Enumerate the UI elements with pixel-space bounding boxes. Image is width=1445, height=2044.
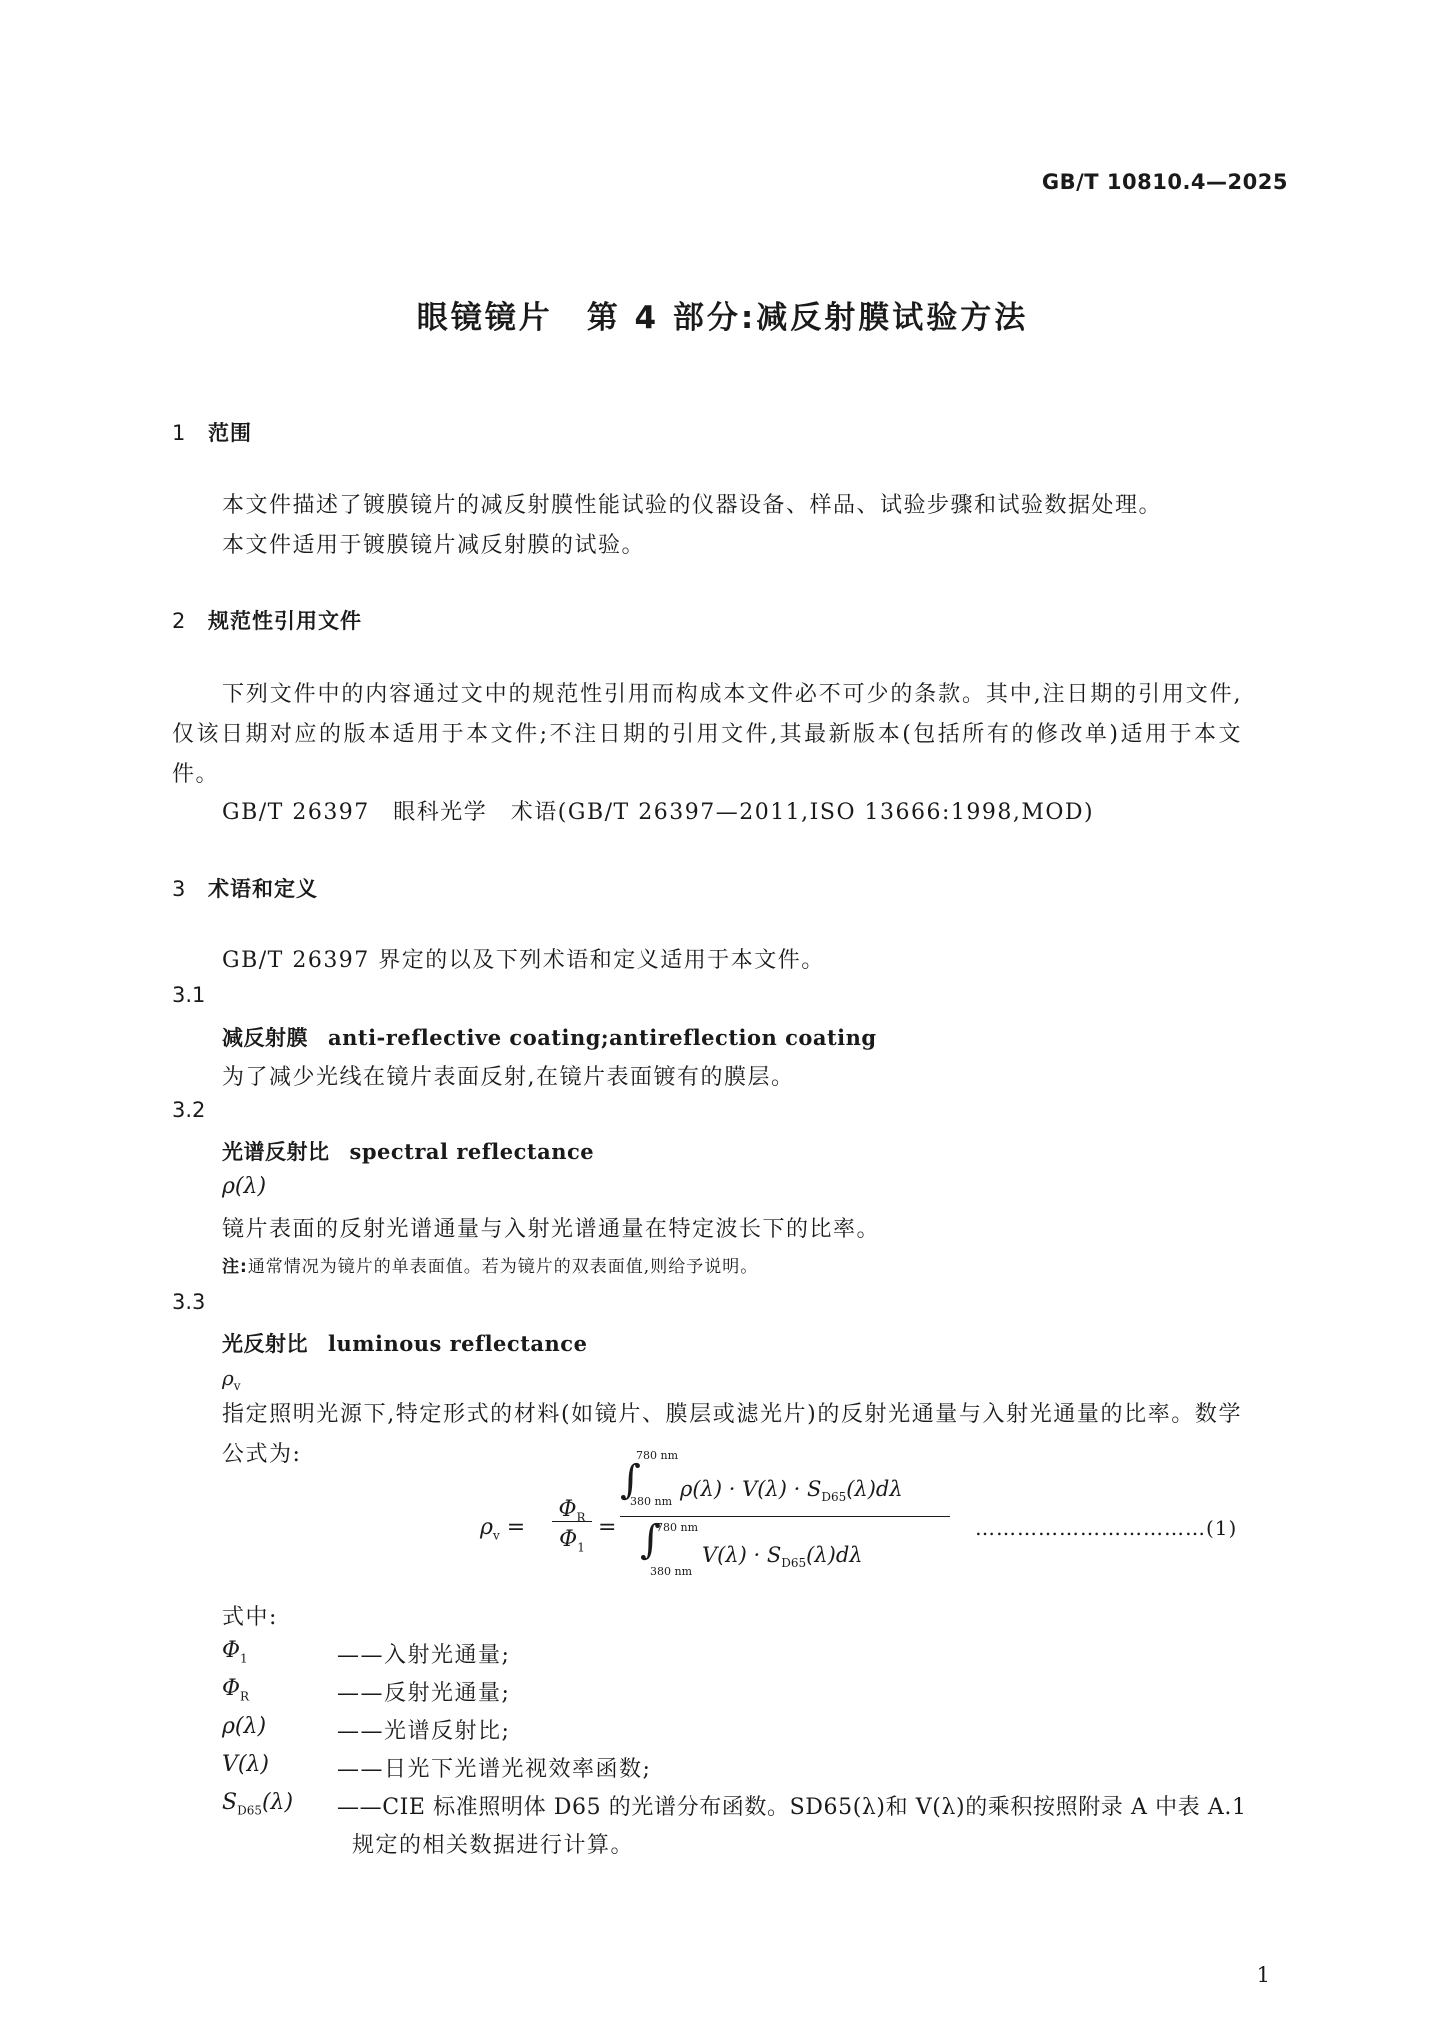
paragraph: 本文件适用于镀膜镜片减反射膜的试验。 xyxy=(222,533,646,558)
term-zh: 减反射膜 xyxy=(222,1026,308,1050)
note-label: 注: xyxy=(222,1257,248,1277)
legend-symbol: $\Phi_1$ xyxy=(222,1638,248,1666)
legend-description: ——反射光通量; xyxy=(337,1681,511,1706)
term-en: anti-reflective coating;antireflection coating xyxy=(328,1025,877,1050)
section-1-heading xyxy=(172,417,252,447)
fraction-bar xyxy=(552,1521,592,1522)
legend-intro: 式中: xyxy=(222,1605,278,1630)
main-fraction-bar xyxy=(620,1516,950,1517)
term-number: 3.2 xyxy=(172,1098,206,1122)
integral-lower: 380 nm xyxy=(650,1565,693,1578)
term-zh: 光谱反射比 xyxy=(222,1140,330,1164)
legend-item xyxy=(222,1638,1322,1668)
integral-upper: 780 nm xyxy=(636,1449,679,1462)
standard-number: GB/T 10810.4—2025 xyxy=(1041,170,1288,194)
term-definition: 为了减少光线在镜片表面反射,在镜片表面镀有的膜层。 xyxy=(222,1065,795,1090)
formula-frac-den: $\Phi_1$ xyxy=(559,1527,585,1555)
section-title: 范围 xyxy=(208,421,252,445)
section-title: 术语和定义 xyxy=(208,877,318,901)
paragraph: GB/T 26397 界定的以及下列术语和定义适用于本文件。 xyxy=(222,948,825,973)
term-definition: 镜片表面的反射光谱通量与入射光谱通量在特定波长下的比率。 xyxy=(222,1217,881,1242)
term-definition: 指定照明光源下,特定形式的材料(如镜片、膜层或滤光片)的反射光通量与入射光通量的比率。数学公式为: xyxy=(222,1402,1242,1467)
integral-lower: 380 nm xyxy=(630,1495,673,1508)
term-entry xyxy=(222,1328,587,1358)
note-text: 通常情况为镜片的单表面值。若为镜片的双表面值,则给予说明。 xyxy=(247,1257,759,1277)
section-2-heading xyxy=(172,605,362,635)
legend-symbol: ρ(λ) xyxy=(222,1714,267,1739)
formula-1 xyxy=(480,1449,1300,1585)
term-note xyxy=(222,1252,758,1277)
legend-item xyxy=(222,1676,1322,1706)
formula-lhs: $\rho_v$ = xyxy=(480,1515,526,1543)
term-symbol: $\rho_v$ xyxy=(222,1366,241,1393)
integral-sign: ∫ xyxy=(620,1457,641,1503)
integral-upper: 780 nm xyxy=(656,1521,699,1534)
document-title: 眼镜镜片 第 4 部分:减反射膜试验方法 xyxy=(416,300,1029,336)
term-en: luminous reflectance xyxy=(328,1331,588,1356)
term-entry xyxy=(222,1022,877,1052)
section-3-heading xyxy=(172,873,318,903)
legend-item xyxy=(222,1714,1322,1744)
term-symbol: ρ(λ) xyxy=(222,1174,267,1199)
section-title: 规范性引用文件 xyxy=(208,609,362,633)
page-number: 1 xyxy=(1256,1963,1270,1987)
term-en: spectral reflectance xyxy=(349,1139,595,1164)
paragraph: 下列文件中的内容通过文中的规范性引用而构成本文件必不可少的条款。其中,注日期的引用文件,仅该日期对应的版本适用于本文件;不注日期的引用文件,其最新版本(包括所有的修改单)适用于本文件。 xyxy=(172,682,1242,787)
formula-frac-num: $\Phi_R$ xyxy=(558,1497,586,1525)
equals-sign: = xyxy=(598,1515,617,1540)
legend-symbol: $S_{D65}(\lambda)$ xyxy=(222,1790,294,1818)
legend-symbol: $\Phi_R$ xyxy=(222,1676,250,1704)
term-number: 3.3 xyxy=(172,1290,206,1314)
legend-description: ——CIE 标准照明体 D65 的光谱分布函数。SD65(λ)和 V(λ)的乘积按照附录 A 中表 A.1 xyxy=(337,1795,1247,1820)
integral-sign: ∫ xyxy=(640,1517,661,1563)
formula-denominator: $V(\lambda) \cdot S_{D65}(\lambda)d\lambda$ xyxy=(702,1543,863,1571)
legend-item xyxy=(222,1752,1322,1782)
legend-symbol: V(λ) xyxy=(222,1752,269,1777)
paragraph: 本文件描述了镀膜镜片的减反射膜性能试验的仪器设备、样品、试验步骤和试验数据处理。 xyxy=(222,493,1163,518)
equation-number: (1) xyxy=(1206,1516,1238,1540)
term-number: 3.1 xyxy=(172,983,206,1007)
equation-leader: ……………………………(1) xyxy=(975,1516,1238,1540)
legend-description: ——日光下光谱光视效率函数; xyxy=(337,1757,652,1782)
legend-item xyxy=(222,1790,1322,1820)
term-entry xyxy=(222,1136,594,1166)
formula-numerator: $\rho(\lambda) \cdot V(\lambda) \cdot S_{D65}(\lambda)d\lambda$ xyxy=(680,1477,903,1505)
section-number: 1 xyxy=(172,421,187,445)
section-number: 3 xyxy=(172,877,187,901)
legend-description: ——光谱反射比; xyxy=(337,1719,511,1744)
normative-reference: GB/T 26397 眼科光学 术语(GB/T 26397—2011,ISO 13666:1998,MOD) xyxy=(222,800,1095,825)
legend-description: ——入射光通量; xyxy=(337,1643,511,1668)
section-number: 2 xyxy=(172,609,187,633)
legend-continuation: 规定的相关数据进行计算。 xyxy=(352,1833,635,1858)
term-zh: 光反射比 xyxy=(222,1332,308,1356)
